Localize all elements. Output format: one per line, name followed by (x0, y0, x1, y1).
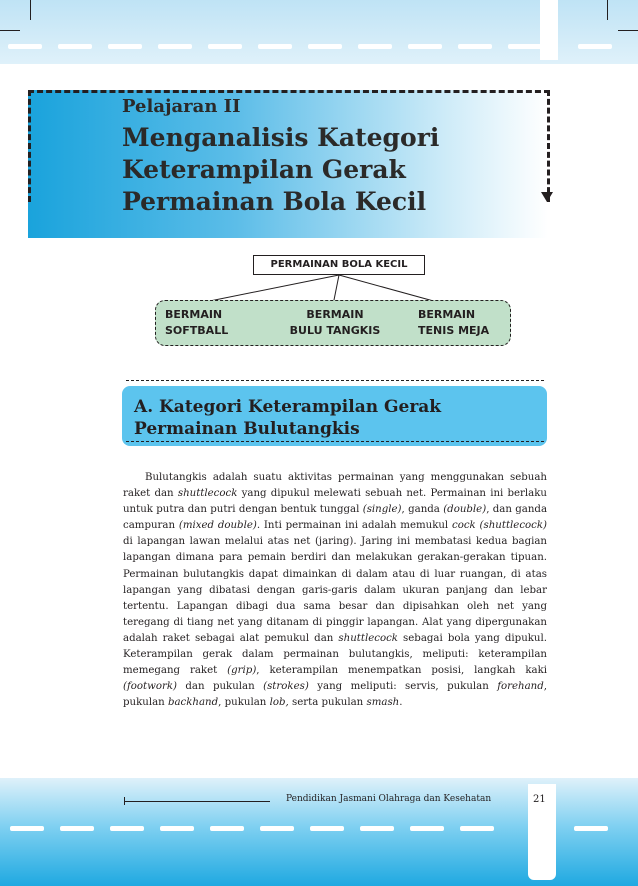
text-run: serta pukulan (288, 697, 367, 709)
diagram-item-line: BULU TANGKIS (289, 324, 381, 337)
italic-term: (footwork) (123, 681, 177, 693)
text-run: yang dipukul melewati sebuah net. Permainan ini berlaku untuk putra dan putri dengan bentuk tunggal (123, 488, 547, 516)
diagram-item-line: BERMAIN (306, 308, 364, 321)
italic-term: (single) (362, 504, 402, 516)
italic-term: shuttlecock (177, 488, 238, 500)
italic-term: (mixed double) (178, 520, 257, 532)
text-run: . Inti permainan ini adalah memukul (256, 520, 452, 532)
italic-term: smash (366, 697, 400, 709)
section-dash-top (126, 380, 544, 381)
section-dash-bottom (126, 441, 544, 442)
italic-term: shuttlecock (338, 632, 398, 644)
text-run: yang meliputi: servis, pukulan (308, 681, 498, 693)
diagram-root: PERMAINAN BOLA KECIL (253, 255, 425, 275)
footer-book-title: Pendidikan Jasmani Olahraga dan Kesehatan (286, 794, 492, 804)
text-run: , keterampilan menempatkan posisi, langkah kaki (256, 665, 548, 677)
section-heading: A. Kategori Keterampilan Gerak Permainan Bulutangkis (134, 397, 442, 439)
body-paragraph (123, 470, 547, 711)
italic-term: (strokes) (263, 681, 309, 693)
text-run: , ganda (401, 504, 444, 516)
diagram-item-softball (165, 307, 228, 339)
page-number: 21 (533, 794, 546, 805)
diagram-item-bulutangkis (270, 307, 400, 339)
italic-term: lob, (269, 697, 289, 709)
text-run: sebagai bola yang dipukul. Keterampilan gerak dalam permainan bulutangkis, meliputi: keterampilan memegang raket (123, 632, 547, 677)
diagram-item-line: SOFTBALL (165, 324, 229, 337)
paragraph (123, 470, 547, 711)
text-run: dan pukulan (176, 681, 264, 693)
lesson-title: Menganalisis Kategori Keterampilan Gerak Permainan Bola Kecil (122, 123, 440, 216)
footer-rule (125, 801, 270, 802)
italic-term: (double) (443, 504, 487, 516)
diagram-item-line: BERMAIN (418, 308, 476, 321)
text-run: di lapangan lawan melalui atas net (jaring). Jaring ini membatasi kedua bagian lapangan dimana para pemain berdiri dan melakukan gerakan-gerakan tipuan. Permainan bulutangkis dapat dimainkan di dalam atau di luar ruangan, di atas lapangan yang dibatasi dengan garis-garis dalam ukuran panjang dan lebar tertentu. Lapangan dibagi dua sama besar dan dipisahkan oleh net yang teregang di tiang net yang ditanam di pinggir lapangan. Alat yang dipergunakan adalah raket sebagai alat pemukul dan (123, 536, 547, 644)
text-run: , pukulan (218, 697, 270, 709)
italic-term: backhand (167, 697, 219, 709)
text-run: Bulutangkis adalah suatu aktivitas permainan yang menggunakan sebuah raket dan (123, 472, 547, 500)
diagram-item-line: BERMAIN (165, 308, 223, 321)
text-run: , dan ganda campuran (123, 504, 548, 532)
lesson-label: Pelajaran II (122, 96, 241, 117)
italic-term: cock (shuttlecock) (452, 520, 548, 532)
text-run: , pukulan (123, 681, 547, 709)
diagram-item-line: TENIS MEJA (418, 324, 490, 337)
diagram-item-tenis-meja (418, 307, 489, 339)
italic-term: (grip) (227, 665, 257, 677)
text-run: . (399, 697, 403, 709)
italic-term: forehand (497, 681, 544, 693)
